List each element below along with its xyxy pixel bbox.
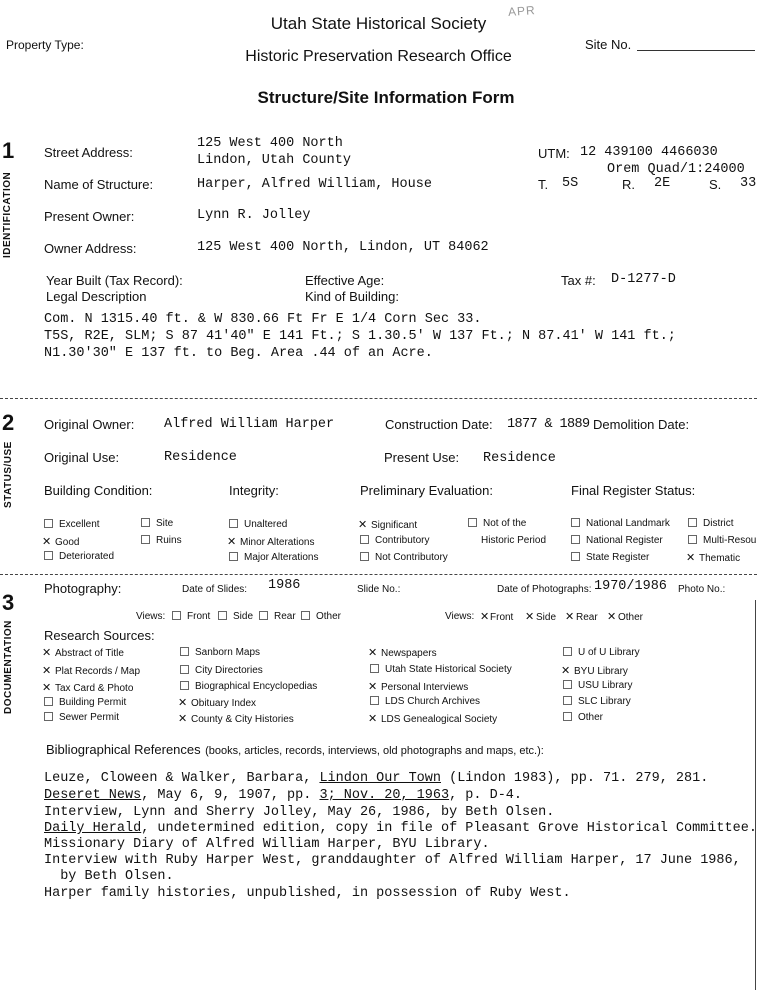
prelim-significant[interactable]	[358, 518, 417, 531]
checkbox-label: Rear	[576, 612, 598, 623]
checkbox-label: County & City Histories	[191, 714, 294, 725]
utm-label: UTM:	[538, 146, 570, 161]
integrity-minor[interactable]	[227, 535, 314, 548]
photography-label: Photography:	[44, 581, 122, 596]
checked-x-icon: ✕	[607, 610, 617, 623]
research-abstract[interactable]	[42, 646, 124, 659]
checkbox-label: Major Alterations	[244, 552, 319, 563]
checkbox-label: Tax Card & Photo	[55, 683, 134, 694]
bib-entry-2	[44, 788, 522, 803]
checkbox-label: Deteriorated	[59, 551, 115, 562]
research-newspapers[interactable]	[368, 646, 437, 659]
demolition-date-label: Demolition Date:	[593, 417, 690, 432]
condition-site[interactable]	[141, 518, 173, 529]
research-tax-card[interactable]	[42, 681, 133, 694]
checkbox-label: Other	[578, 712, 604, 723]
research-city-directories[interactable]	[180, 665, 263, 676]
section-number-2: 2	[2, 410, 15, 435]
checkbox-label: SLC Library	[578, 696, 631, 707]
checked-x-icon: ✕	[358, 518, 368, 531]
checkbox-label: Multi-Resou	[703, 535, 757, 546]
checkbox-label: Plat Records / Map	[55, 666, 141, 677]
bib-newspaper-title: Daily Herald	[44, 821, 142, 836]
research-sources-label: Research Sources:	[44, 628, 155, 643]
range-value: 2E	[654, 176, 671, 191]
bib-text: , May 6, 9, 1907, pp.	[141, 788, 312, 803]
checkbox-label: Good	[55, 537, 80, 548]
township-label: T.	[538, 177, 549, 192]
research-usu-library[interactable]	[563, 680, 632, 691]
received-stamp: APR	[507, 3, 537, 19]
checkbox-empty-icon	[180, 647, 189, 656]
bib-newspaper-title: Deseret News	[44, 788, 142, 803]
checkbox-label: District	[703, 518, 734, 529]
integrity-major[interactable]	[229, 552, 318, 563]
checkbox-empty-icon	[180, 665, 189, 674]
present-use-label: Present Use:	[384, 450, 460, 465]
owner-address-label: Owner Address:	[44, 241, 137, 256]
final-register-header: Final Register Status:	[571, 483, 696, 498]
section-label-status-use: STATUS/USE	[3, 441, 14, 508]
date-of-photographs-label: Date of Photographs:	[497, 584, 592, 595]
bib-text: Leuze, Cloween & Walker, Barbara,	[44, 771, 312, 786]
checkbox-label: BYU Library	[574, 666, 628, 677]
range-label: R.	[622, 177, 635, 192]
checked-x-icon: ✕	[42, 664, 52, 677]
checkbox-label: Newspapers	[381, 648, 437, 659]
present-owner-label: Present Owner:	[44, 209, 135, 224]
checkbox-label: Minor Alterations	[240, 537, 315, 548]
legal-line-3: N1.30'30" E 137 ft. to Beg. Area .44 of an Acre.	[44, 346, 433, 361]
bib-text: , p. D-4.	[449, 788, 523, 803]
checkbox-empty-icon	[563, 647, 572, 656]
research-sewer-permit[interactable]	[44, 712, 119, 723]
present-use-value: Residence	[483, 451, 556, 466]
condition-ruins[interactable]	[141, 535, 182, 546]
checkbox-label: Contributory	[375, 535, 430, 546]
integrity-header: Integrity:	[229, 483, 279, 498]
section-number-1: 1	[2, 138, 15, 163]
checked-x-icon: ✕	[178, 712, 188, 725]
checkbox-label: U of U Library	[578, 647, 640, 658]
bib-entry-8: Harper family histories, unpublished, in possession of Ruby West.	[44, 886, 571, 901]
prelim-not-contributory[interactable]	[360, 552, 448, 563]
slide-no-label: Slide No.:	[357, 584, 401, 595]
checkbox-label: Not of the	[483, 518, 527, 529]
condition-good[interactable]	[42, 535, 79, 548]
checked-x-icon: ✕	[686, 551, 696, 564]
checkbox-empty-icon	[571, 552, 580, 561]
date-of-slides-label: Date of Slides:	[182, 584, 248, 595]
prelim-not-of-the[interactable]	[468, 518, 526, 529]
checkbox-label: Obituary Index	[191, 698, 257, 709]
quad-value: Orem Quad/1:24000	[607, 162, 745, 177]
section-label: S.	[709, 177, 722, 192]
final-state-register[interactable]	[571, 552, 649, 563]
condition-deteriorated[interactable]	[44, 551, 114, 562]
checked-x-icon: ✕	[42, 646, 52, 659]
research-byu-library[interactable]	[561, 664, 628, 677]
section-number-3: 3	[2, 590, 15, 615]
original-owner-label: Original Owner:	[44, 417, 135, 432]
bib-entry-7: by Beth Olsen.	[44, 869, 174, 884]
checkbox-label: Front	[187, 611, 211, 622]
present-owner-value: Lynn R. Jolley	[197, 208, 311, 223]
date-of-slides-value: 1986	[268, 578, 301, 593]
checkbox-label: USU Library	[578, 680, 633, 691]
construction-date-value: 1877 & 1889	[507, 417, 590, 432]
legal-line-1: Com. N 1315.40 ft. & W 830.66 Ft Fr E 1/4 Corn Sec 33.	[44, 312, 482, 327]
checkbox-empty-icon	[229, 552, 238, 561]
original-use-label: Original Use:	[44, 450, 120, 465]
checkbox-empty-icon	[563, 680, 572, 689]
prelim-historic-period: Historic Period	[481, 535, 547, 546]
checkbox-empty-icon	[229, 519, 238, 528]
checkbox-label: Sewer Permit	[59, 712, 120, 723]
checkbox-label: Excellent	[59, 519, 100, 530]
checkbox-label: Significant	[371, 520, 418, 531]
legal-description-label: Legal Description	[46, 289, 147, 304]
checkbox-label: Ruins	[156, 535, 182, 546]
township-value: 5S	[562, 176, 579, 191]
bib-entry-4	[44, 821, 757, 836]
checkbox-label: Other	[316, 611, 342, 622]
checked-x-icon: ✕	[565, 610, 575, 623]
checkbox-label: Rear	[274, 611, 296, 622]
checkbox-empty-icon	[468, 518, 477, 527]
checked-x-icon: ✕	[368, 646, 378, 659]
photo-view-rear[interactable]	[565, 610, 598, 623]
research-county-city-histories[interactable]	[178, 712, 294, 725]
date-of-photographs-value: 1970/1986	[594, 579, 667, 594]
final-multi-resource[interactable]	[688, 535, 756, 546]
research-personal-interviews[interactable]	[368, 680, 468, 693]
property-type-label: Property Type:	[6, 38, 84, 52]
checkbox-label: Abstract of Title	[55, 648, 124, 659]
tax-number-label: Tax #:	[561, 273, 596, 288]
checkbox-label: Unaltered	[244, 519, 288, 530]
checkbox-label: Sanborn Maps	[195, 647, 261, 658]
form-title: Structure/Site Information Form	[257, 88, 515, 107]
name-of-structure-label: Name of Structure:	[44, 177, 154, 192]
photo-views-label: Views:	[445, 611, 475, 622]
research-uofu-library[interactable]	[563, 647, 640, 658]
checkbox-label: Side	[233, 611, 254, 622]
tax-number-value: D-1277-D	[611, 272, 676, 287]
owner-address-value: 125 West 400 North, Lindon, UT 84062	[197, 240, 489, 255]
bib-label: Bibliographical References	[46, 742, 201, 757]
original-owner-value: Alfred William Harper	[164, 417, 335, 432]
checkbox-label: Biographical Encyclopedias	[195, 681, 318, 692]
office-title: Historic Preservation Research Office	[245, 48, 512, 65]
legal-line-2: T5S, R2E, SLM; S 87 41'40" E 141 Ft.; S 1.30.5' W 137 Ft.; N 87.41' W 141 ft.;	[44, 329, 676, 344]
checkbox-label: Utah State Historical Society	[385, 664, 512, 675]
slide-view-side[interactable]	[218, 611, 253, 622]
checkbox-empty-icon	[688, 518, 697, 527]
checkbox-empty-icon	[259, 611, 268, 620]
checkbox-empty-icon	[141, 518, 150, 527]
name-of-structure-value: Harper, Alfred William, House	[197, 177, 432, 192]
right-edge-line	[755, 600, 756, 990]
bib-entry-6: Interview with Ruby Harper West, granddaughter of Alfred William Harper, 17 June 1986,	[44, 853, 741, 868]
research-building-permit[interactable]	[44, 697, 126, 708]
slide-views-label: Views:	[136, 611, 166, 622]
checkbox-label: LDS Church Archives	[385, 696, 481, 707]
research-lds-genealogical[interactable]	[368, 712, 497, 725]
checked-x-icon: ✕	[525, 610, 535, 623]
checkbox-label: Thematic	[699, 553, 741, 564]
checked-x-icon: ✕	[42, 681, 52, 694]
research-sanborn[interactable]	[180, 647, 260, 658]
final-national-landmark[interactable]	[571, 518, 670, 529]
kind-of-building-label: Kind of Building:	[305, 289, 399, 304]
research-slc-library[interactable]	[563, 696, 631, 707]
checkbox-empty-icon	[563, 696, 572, 705]
checkbox-empty-icon	[571, 518, 580, 527]
checkbox-label: National Register	[586, 535, 663, 546]
checkbox-empty-icon	[360, 552, 369, 561]
bib-book-title: Lindon Our Town	[319, 771, 441, 786]
checked-x-icon: ✕	[480, 610, 490, 623]
checkbox-empty-icon	[370, 664, 379, 673]
checkbox-label: Front	[490, 612, 514, 623]
checkbox-label: Side	[536, 612, 557, 623]
checkbox-label: Not Contributory	[375, 552, 448, 563]
bib-text: (Lindon 1983), pp. 71. 279, 281.	[449, 771, 709, 786]
section-label-documentation: DOCUMENTATION	[3, 620, 14, 714]
year-built-label: Year Built (Tax Record):	[46, 273, 183, 288]
checkbox-empty-icon	[44, 697, 53, 706]
street-address-line1: 125 West 400 North	[197, 136, 343, 151]
research-other[interactable]	[563, 712, 603, 723]
bib-underlined-date: 3; Nov. 20, 1963	[319, 788, 450, 803]
effective-age-label: Effective Age:	[305, 273, 385, 288]
checkbox-empty-icon	[301, 611, 310, 620]
bib-entry-5: Missionary Diary of Alfred William Harper, BYU Library.	[44, 837, 490, 852]
bibliographical-references-heading	[46, 741, 544, 759]
checkbox-empty-icon	[688, 535, 697, 544]
checkbox-empty-icon	[172, 611, 181, 620]
site-no-label: Site No.	[585, 37, 632, 52]
bib-text: , undetermined edition, copy in file of Pleasant Grove Historical Committee.	[141, 821, 757, 836]
checkbox-label: National Landmark	[586, 518, 670, 529]
preliminary-evaluation-header: Preliminary Evaluation:	[360, 483, 493, 498]
street-address-label: Street Address:	[44, 145, 133, 160]
utm-value: 12 439100 4466030	[580, 145, 718, 160]
checkbox-label: State Register	[586, 552, 650, 563]
checkbox-label: City Directories	[195, 665, 263, 676]
checkbox-empty-icon	[44, 712, 53, 721]
section-value: 33	[740, 176, 757, 191]
checkbox-label: Personal Interviews	[381, 682, 469, 693]
prelim-contributory[interactable]	[360, 535, 429, 546]
checkbox-empty-icon	[44, 519, 53, 528]
photo-view-side[interactable]	[525, 610, 556, 623]
building-condition-header: Building Condition:	[44, 483, 153, 498]
checkbox-empty-icon	[44, 551, 53, 560]
society-title: Utah State Historical Society	[270, 14, 487, 33]
checked-x-icon: ✕	[227, 535, 237, 548]
research-lds-archives[interactable]	[370, 696, 480, 707]
street-address-line2: Lindon, Utah County	[197, 153, 351, 168]
research-obituary[interactable]	[178, 696, 256, 709]
checked-x-icon: ✕	[42, 535, 52, 548]
checkbox-empty-icon	[218, 611, 227, 620]
photo-view-front[interactable]	[480, 610, 513, 623]
checkbox-label: Building Permit	[59, 697, 127, 708]
final-national-register[interactable]	[571, 535, 663, 546]
checkbox-empty-icon	[370, 696, 379, 705]
checked-x-icon: ✕	[368, 712, 378, 725]
divider-2	[0, 574, 757, 575]
bib-entry-1	[44, 771, 708, 786]
checkbox-label: LDS Genealogical Society	[381, 714, 498, 725]
research-ushs[interactable]	[370, 664, 512, 675]
bib-note: (books, articles, records, interviews, old photographs and maps, etc.):	[205, 745, 544, 757]
divider-1	[0, 398, 757, 399]
photo-view-other[interactable]	[607, 610, 643, 623]
checkbox-empty-icon	[180, 681, 189, 690]
integrity-unaltered[interactable]	[229, 519, 287, 530]
checkbox-label: Site	[156, 518, 174, 529]
final-thematic[interactable]	[686, 551, 740, 564]
checkbox-empty-icon	[571, 535, 580, 544]
checkbox-empty-icon	[360, 535, 369, 544]
research-biographical[interactable]	[180, 681, 317, 692]
bib-entry-3: Interview, Lynn and Sherry Jolley, May 26, 1986, by Beth Olsen.	[44, 805, 555, 820]
checkbox-label: Other	[618, 612, 644, 623]
slide-view-rear[interactable]	[259, 611, 296, 622]
section-label-identification: IDENTIFICATION	[2, 171, 13, 258]
condition-excellent[interactable]	[44, 519, 100, 530]
checked-x-icon: ✕	[561, 664, 571, 677]
checkbox-empty-icon	[141, 535, 150, 544]
research-plat[interactable]	[42, 664, 140, 677]
checked-x-icon: ✕	[368, 680, 378, 693]
original-use-value: Residence	[164, 450, 237, 465]
photo-no-label: Photo No.:	[678, 584, 726, 595]
final-district[interactable]	[688, 518, 734, 529]
slide-view-front[interactable]	[172, 611, 210, 622]
construction-date-label: Construction Date:	[385, 417, 493, 432]
slide-view-other[interactable]	[301, 611, 341, 622]
checkbox-empty-icon	[563, 712, 572, 721]
checked-x-icon: ✕	[178, 696, 188, 709]
